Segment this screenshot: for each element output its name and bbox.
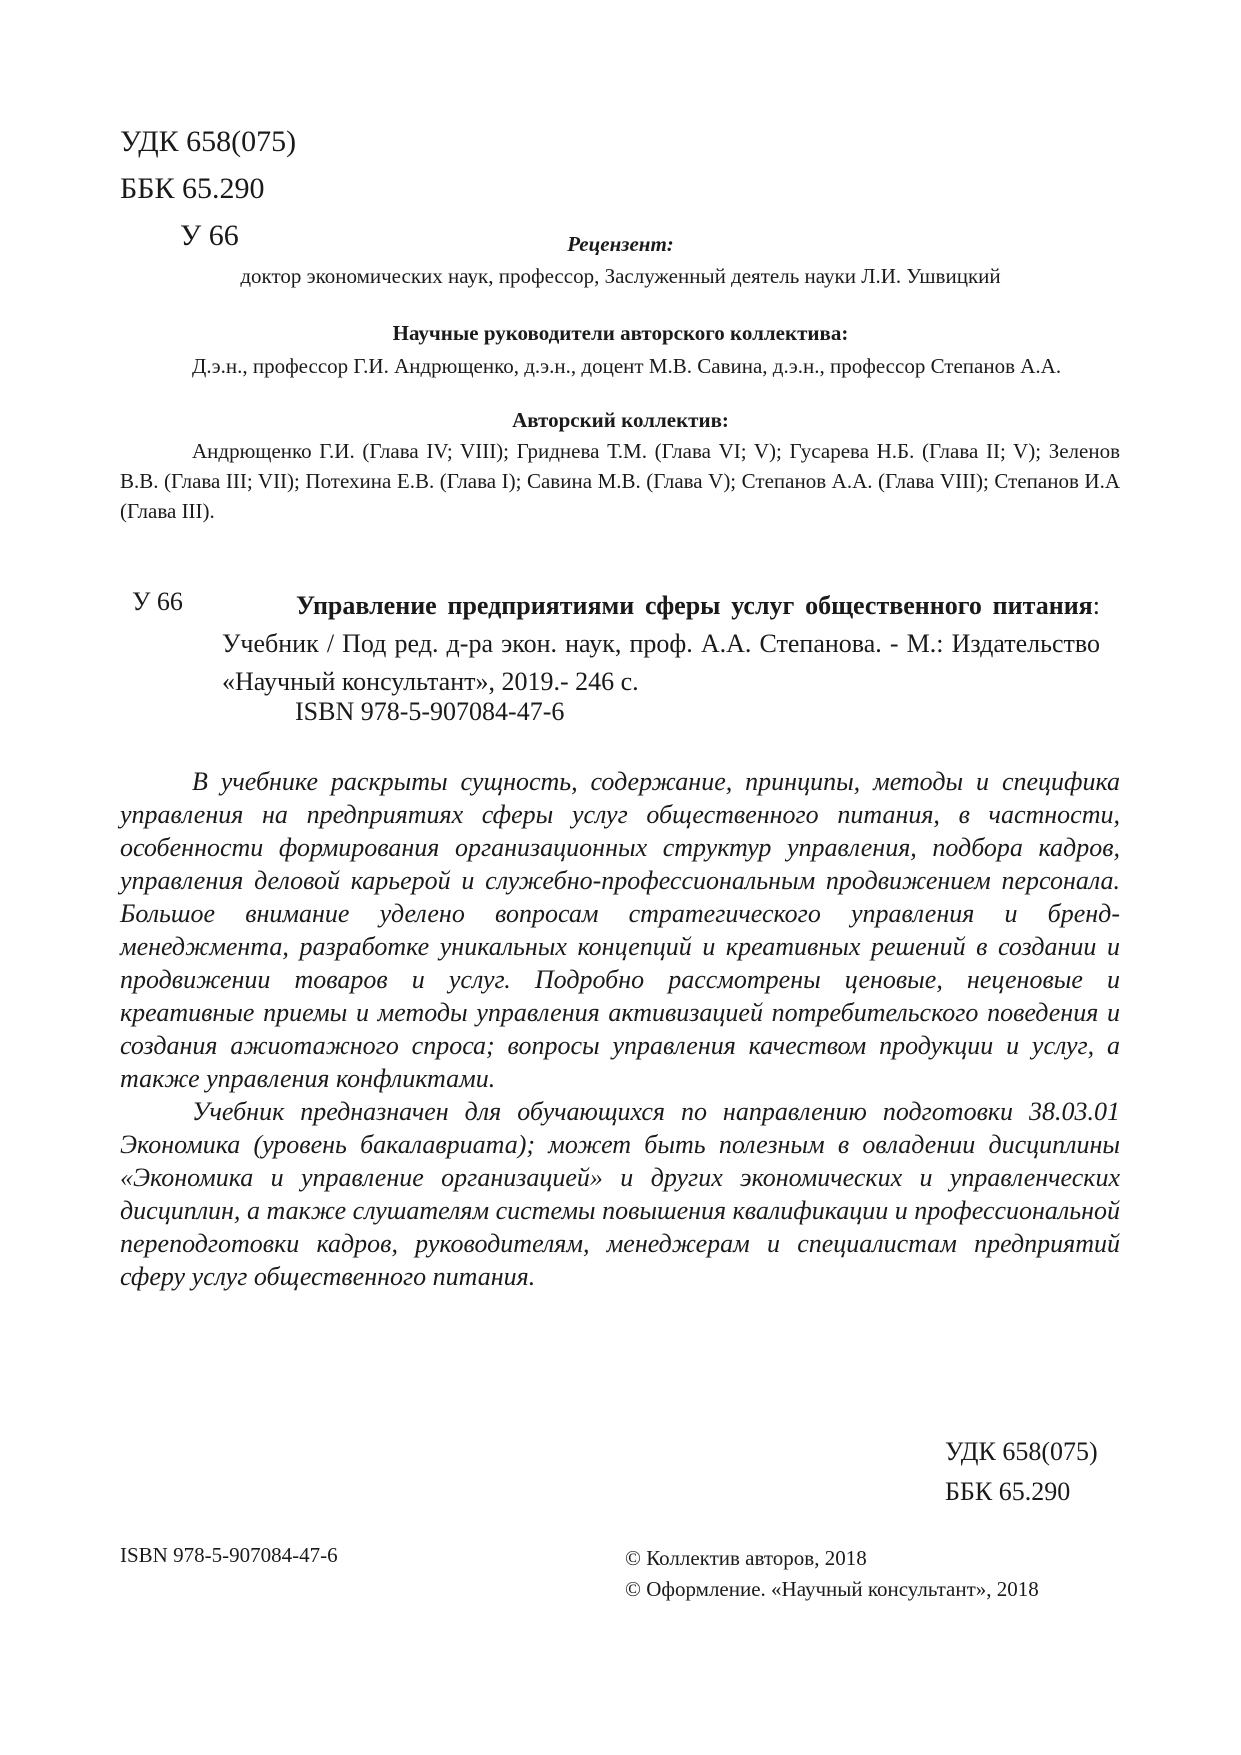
book-title: Управление предприятиями сферы услуг общественного питания xyxy=(296,591,1093,620)
copyright-authors: © Коллектив авторов, 2018 xyxy=(625,1546,867,1570)
abstract xyxy=(120,765,1120,1293)
isbn-footer: ISBN 978-5-907084-47-6 xyxy=(120,1543,338,1567)
leaders-heading: Научные руководители авторского коллектива: xyxy=(392,321,849,345)
classification-footer xyxy=(945,1432,1098,1512)
abstract-paragraph-1: В учебнике раскрыты сущность, содержание, принципы, методы и специфика управления на предприятиях сферы услуг общественного питания, в частности, особенности формирования организационных структур управления, подбора кадров, управления деловой карьерой и служебно-профессиональным продвижением персонала. Большое внимание уделено вопросам стратегического управления и бренд-менеджмента, разработке уникальных концепций и креативных решений в создании и продвижении товаров и услуг. Подробно рассмотрены ценовые, неценовые и креативные приемы и методы управления активизацией потребительского поведения и создания ажиотажного спроса; вопросы управления качеством продукции и услуг, а также управления конфликтами. xyxy=(120,767,1120,1093)
udk-code: УДК 658(075) xyxy=(120,125,297,158)
copyright-block xyxy=(625,1543,1039,1605)
abstract-paragraph-2: Учебник предназначен для обучающихся по направлению подготовки 38.03.01 Экономика (уровень бакалавриата); может быть полезным в овладении дисциплины «Экономика и управление организацией» и других экономических и управленческих дисциплин, а также слушателям системы повышения квалификации и профессиональной переподготовки кадров, руководителям, менеджерам и специалистам предприятий сферу услуг общественного питания. xyxy=(120,1097,1120,1291)
bbk-code-footer: ББК 65.290 xyxy=(945,1477,1071,1506)
author-mark: У 66 xyxy=(180,219,239,252)
copyright-design: © Оформление. «Научный консультант», 2018 xyxy=(625,1577,1039,1601)
catalog-author-mark: У 66 xyxy=(132,587,183,616)
bbk-code: ББК 65.290 xyxy=(120,172,265,205)
leaders-text: Д.э.н., профессор Г.И. Андрющенко, д.э.н., доцент М.В. Савина, д.э.н., профессор Степанов А.А. xyxy=(192,354,1062,378)
reviewer-text: доктор экономических наук, профессор, Заслуженный деятель науки Л.И. Ушвицкий xyxy=(240,264,1001,288)
reviewer-heading: Рецензент: xyxy=(567,232,674,256)
authors-text: Андрющенко Г.И. (Глава IV; VIII); Гриднева Т.М. (Глава VI; V); Гусарева Н.Б. (Глава II; V); Зеленов В.В. (Глава III; VII); Потехина Е.В. (Глава I); Савина М.В. (Глава V); Степанов А.А. (Глава VIII); Степанов И.А (Глава III). xyxy=(120,439,1120,523)
isbn-main: ISBN 978-5-907084-47-6 xyxy=(295,697,565,726)
authors-heading: Авторский коллектив: xyxy=(512,408,729,432)
catalog-entry xyxy=(222,587,1100,701)
udk-code-footer: УДК 658(075) xyxy=(945,1437,1098,1466)
book-description: : Учебник / Под ред. д-ра экон. наук, проф. А.А. Степанова. - М.: Издательство «Научный консультант», 2019.- 246 с. xyxy=(222,591,1100,696)
